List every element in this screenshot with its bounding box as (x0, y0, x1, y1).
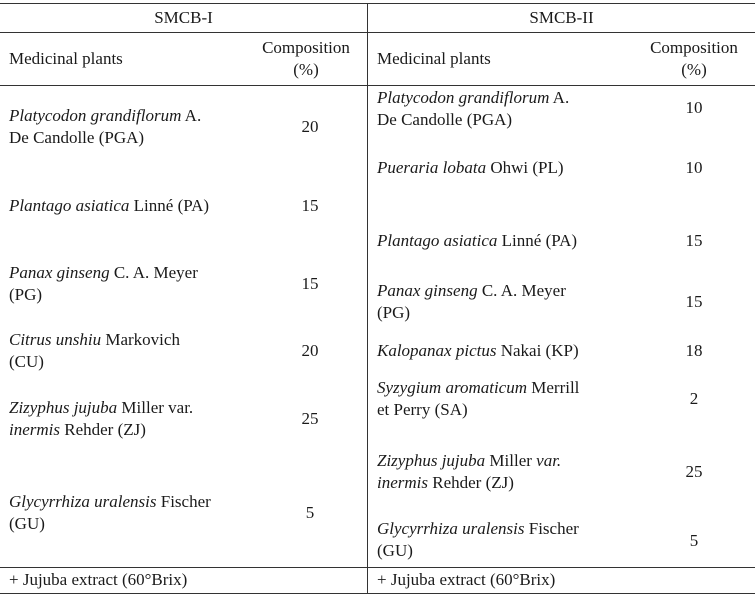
plant-name: Platycodon grandiflorum A. (9, 106, 202, 125)
group-divider (367, 3, 368, 594)
plant-name: Plantago asiatica Linné (PA) (377, 231, 578, 250)
plant-name-line2: De Candolle (PGA) (377, 110, 513, 129)
col-header-comp-2b: (%) (681, 60, 707, 79)
plant-name-line2: et Perry (SA) (377, 400, 468, 419)
col-header-plants-2: Medicinal plants (377, 49, 491, 68)
col-header-comp-1a: Composition (262, 38, 350, 57)
composition-value: 10 (685, 98, 703, 117)
plant-name: Glycyrrhiza uralensis Fischer (377, 519, 579, 538)
footer-smcb2: + Jujuba extract (60°Brix) (377, 570, 556, 589)
plant-name: Kalopanax pictus Nakai (KP) (377, 341, 579, 360)
plant-name: Zizyphus jujuba Miller var. (377, 451, 562, 470)
plant-name-line2: De Candolle (PGA) (9, 128, 145, 147)
plant-name: Panax ginseng C. A. Meyer (377, 281, 566, 300)
plant-name-line2: inermis Rehder (ZJ) (9, 420, 146, 439)
composition-value: 25 (685, 462, 703, 481)
plant-name: Pueraria lobata Ohwi (PL) (377, 158, 564, 177)
plant-name-line2: (PG) (377, 303, 411, 322)
plant-name: Plantago asiatica Linné (PA) (9, 196, 210, 215)
plant-name: Citrus unshiu Markovich (9, 330, 180, 349)
plant-name-line2: (GU) (9, 514, 45, 533)
group-header-smcb2: SMCB-II (529, 8, 594, 27)
composition-value: 5 (689, 531, 699, 550)
col-header-plants-1: Medicinal plants (9, 49, 123, 68)
composition-value: 5 (305, 503, 315, 522)
col-header-comp-2a: Composition (650, 38, 738, 57)
composition-value: 15 (685, 231, 703, 250)
plant-name-line2: inermis Rehder (ZJ) (377, 473, 514, 492)
composition-value: 25 (301, 409, 319, 428)
composition-value: 15 (685, 292, 703, 311)
rule-above-footer (0, 567, 755, 568)
plant-name-line2: (GU) (377, 541, 413, 560)
rule-under-colheaders (0, 85, 755, 86)
composition-value: 20 (301, 117, 319, 136)
rule-top (0, 3, 755, 4)
plant-name: Syzygium aromaticum Merrill (377, 378, 580, 397)
col-header-comp-1b: (%) (293, 60, 319, 79)
composition-value: 15 (301, 196, 319, 215)
plant-name-line2: (PG) (9, 285, 43, 304)
plant-name: Glycyrrhiza uralensis Fischer (9, 492, 211, 511)
rule-under-groups (0, 32, 755, 33)
composition-value: 10 (685, 158, 703, 177)
plant-name: Zizyphus jujuba Miller var. (9, 398, 194, 417)
footer-smcb1: + Jujuba extract (60°Brix) (9, 570, 188, 589)
plant-name: Platycodon grandiflorum A. (377, 88, 570, 107)
composition-value: 18 (685, 341, 703, 360)
composition-value: 15 (301, 274, 319, 293)
composition-value: 20 (301, 341, 319, 360)
rule-bottom (0, 593, 755, 594)
composition-value: 2 (689, 389, 699, 408)
plant-name: Panax ginseng C. A. Meyer (9, 263, 198, 282)
plant-name-line2: (CU) (9, 352, 44, 371)
group-header-smcb1: SMCB-I (154, 8, 213, 27)
